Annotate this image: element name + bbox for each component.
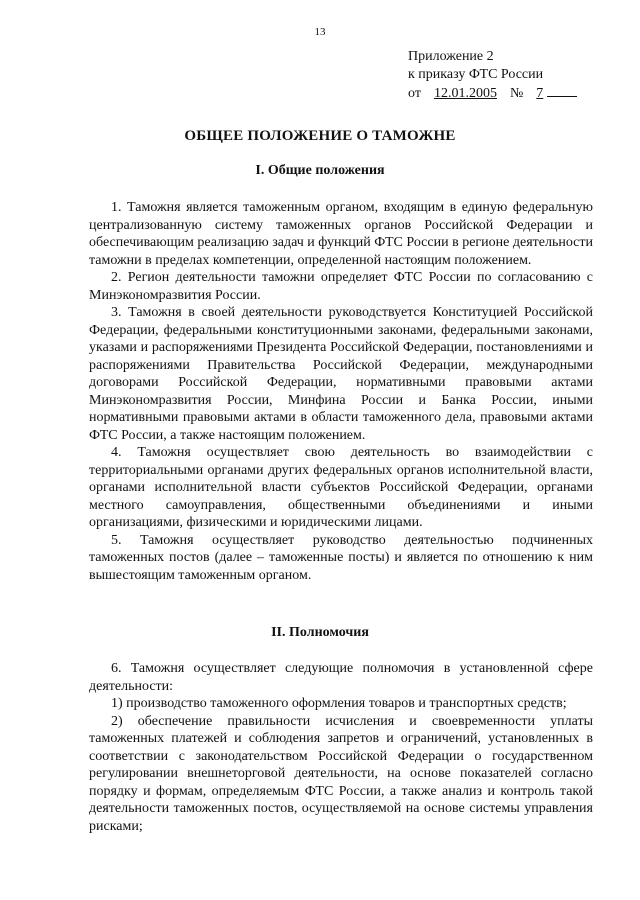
- paragraph-2: 2. Регион деятельности таможни определяет ФТС России по согласованию с Минэкономразвития России.: [89, 270, 593, 303]
- document-title: ОБЩЕЕ ПОЛОЖЕНИЕ О ТАМОЖНЕ: [184, 128, 456, 144]
- appendix-line-1: Приложение 2: [408, 49, 494, 64]
- section-2-body: [89, 660, 593, 835]
- appendix-number-sign: №: [509, 86, 524, 101]
- section-2-heading: II. Полномочия: [271, 625, 369, 640]
- section-1-heading: I. Общие положения: [255, 163, 385, 178]
- paragraph-3: 3. Таможня в своей деятельности руководствуется Конституцией Российской Федерации, федеральными конституционными законами, федеральными законами, указами и распоряжениями Президента Российской Федерации, постановлениями и распоряжениями Правительства Российской Федерации, международными договорами Российской Федерации, нормативными правовыми актами Минэкономразвития России, Минфина России и Банка России, иными нормативными правовыми актами в области таможенного дела, правовыми актами ФТС России, а также настоящим положением.: [89, 305, 593, 443]
- appendix-date: 12.01.2005: [433, 86, 497, 101]
- list-item-1: 1) производство таможенного оформления товаров и транспортных средств;: [111, 696, 567, 711]
- paragraph-6: 6. Таможня осуществляет следующие полномочия в установленной сфере деятельности:: [89, 661, 593, 694]
- list-item-2: 2) обеспечение правильности исчисления и своевременности уплаты таможенных платежей и соблюдения запретов и ограничений, установленных в соответствии с законодательством Российской Федерации о государственном регулировании внешнеторговой деятельности, на основе показателей согласно порядку и формам, определяемым ФТС России, а также анализ и контроль такой деятельности таможенных постов, осуществляемой на основе системы управления рисками;: [89, 713, 593, 834]
- appendix-date-line: [408, 84, 577, 103]
- section-1-body: [89, 199, 593, 584]
- appendix-line-2: к приказу ФТС России: [408, 67, 544, 82]
- paragraph-4: 4. Таможня осуществляет свою деятельность во взаимодействии с территориальными органами других федеральных органов исполнительной власти, органами исполнительной власти субъектов Российской Федерации, органами местного самоуправления, общественными объединениями и иными организациями, физическими и юридическими лицами.: [89, 445, 593, 530]
- appendix-number-blank: [547, 84, 577, 97]
- appendix-number: 7: [536, 86, 544, 101]
- appendix-date-prefix: от: [408, 86, 421, 101]
- paragraph-1: 1. Таможня является таможенным органом, входящим в единую федеральную централизованную систему таможенных органов Российской Федерации и обеспечивающим реализацию задач и функций ФТС России в регионе деятельности таможни в пределах компетенции, определенной настоящим положением.: [89, 200, 593, 268]
- appendix-block: [408, 48, 577, 103]
- paragraph-5: 5. Таможня осуществляет руководство деятельностью подчиненных таможенных постов (далее – таможенные посты) и является по отношению к ним вышестоящим таможенным органом.: [89, 532, 593, 583]
- page-number: 13: [314, 26, 326, 38]
